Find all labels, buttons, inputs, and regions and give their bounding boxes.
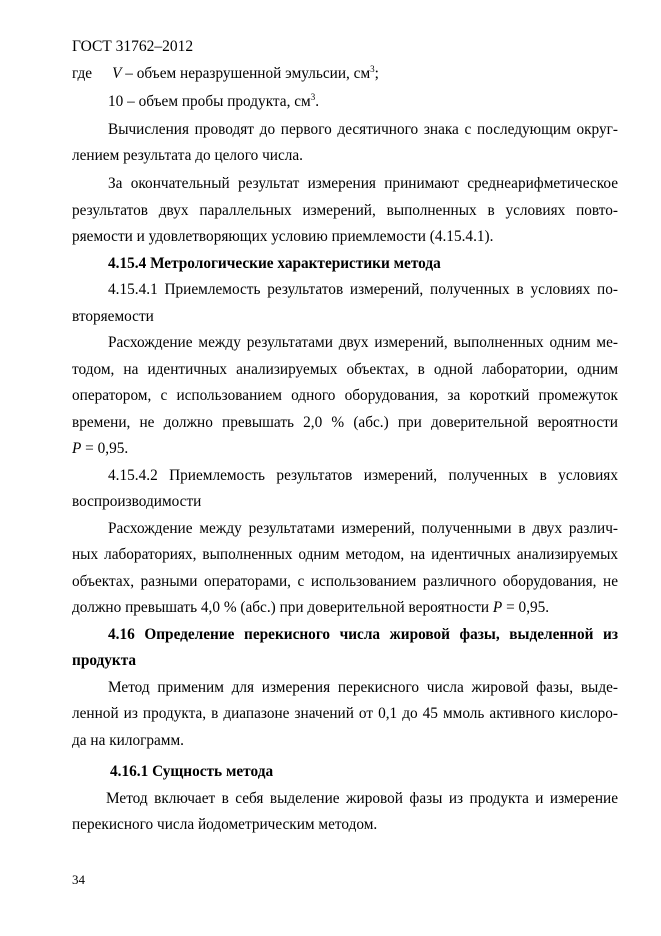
para-method-line-3: да на килограмм.: [72, 732, 184, 749]
where-tail-2: .: [315, 93, 320, 110]
page-number: 34: [72, 872, 85, 887]
para-calc-line-2: лением результата до целого числа.: [72, 147, 303, 164]
para-final-line-2: результатов двух параллельных измерений, выполненных в условиях повто-: [72, 202, 618, 219]
prob-value: = 0,95.: [81, 440, 129, 457]
where-text-1: – объем неразрушенной эмульсии, см: [121, 65, 371, 82]
where-line-2: [108, 92, 319, 112]
para-calc-line-1: Вычисления проводят до первого десятичного знака с последующим округ-: [108, 121, 618, 138]
unit-sup-2: 3: [310, 92, 316, 102]
where-text-2: 10 – объем пробы продукта, см: [108, 93, 311, 110]
section-4-16-1-heading: 4.16.1 Сущность метода: [110, 763, 274, 780]
where-tail-1: ;: [374, 65, 379, 82]
para-repeatability-line-3: оператором, с использованием одного оборудования, за короткий промежуток: [72, 387, 618, 404]
var-p: P: [72, 440, 82, 457]
para-reproducibility-line-3: объектах, разными операторами, с использованием различного оборудования, не: [72, 573, 618, 590]
para-method-line-2: ленной из продукта, в диапазоне значений от 0,1 до 45 ммоль активного кислоро-: [72, 705, 618, 722]
para-final-line-3: ряемости и удовлетворяющих условию приемлемости (4.15.4.1).: [72, 228, 494, 245]
para-repeatability-line-2: тодом, на идентичных анализируемых объектах, в одной лаборатории, одним: [72, 361, 618, 378]
prob-value-2: = 0,95.: [502, 599, 550, 616]
var-p-2: P: [492, 599, 503, 616]
unit-sup-1: 3: [370, 64, 375, 74]
para-essence-line-1: Метод включает в себя выделение жировой фазы из продукта и измерение: [106, 790, 618, 807]
var-v: V: [112, 65, 122, 82]
where-line-1: [72, 64, 379, 84]
para-reproducibility-line-2: ных лабораториях, выполненных одним методом, на идентичных анализируемых: [72, 546, 618, 563]
para-reproducibility-line-1: Расхождение между результатами измерений, полученными в двух различ-: [108, 520, 618, 537]
para-repeatability-line-1: Расхождение между результатами двух измерений, выполненных одним ме-: [108, 334, 618, 351]
para-final-line-1: За окончательный результат измерения принимают среднеарифметическое: [108, 175, 618, 192]
para-essence-line-2: перекисного числа йодометрическим методом.: [72, 816, 378, 833]
reproducibility-text: должно превышать 4,0 % (абс.) при доверительной вероятности: [72, 599, 493, 616]
para-method-line-1: Метод применим для измерения перекисного числа жировой фазы, выде-: [108, 679, 618, 696]
clause-4-15-4-2-line-1: 4.15.4.2 Приемлемость результатов измерений, полученных в условиях: [108, 467, 618, 484]
where-word: где: [72, 65, 93, 82]
clause-4-15-4-1-line-1: 4.15.4.1 Приемлемость результатов измерений, полученных в условиях по-: [108, 281, 618, 298]
para-repeatability-line-4: времени, не должно превышать 2,0 % (абс.) при доверительной вероятности: [72, 414, 618, 431]
para-reproducibility-line-4: [72, 598, 549, 618]
para-repeatability-line-5: [72, 439, 128, 459]
section-4-16-heading-line-2: продукта: [72, 652, 137, 669]
section-4-15-4-heading: 4.15.4 Метрологические характеристики метода: [108, 255, 441, 272]
section-4-16-heading-line-1: 4.16 Определение перекисного числа жировой фазы, выделенной из: [108, 626, 618, 643]
clause-4-15-4-1-line-2: вторяемости: [72, 308, 154, 325]
document-header: ГОСТ 31762–2012: [72, 38, 194, 55]
clause-4-15-4-2-line-2: воспроизводимости: [72, 493, 202, 510]
